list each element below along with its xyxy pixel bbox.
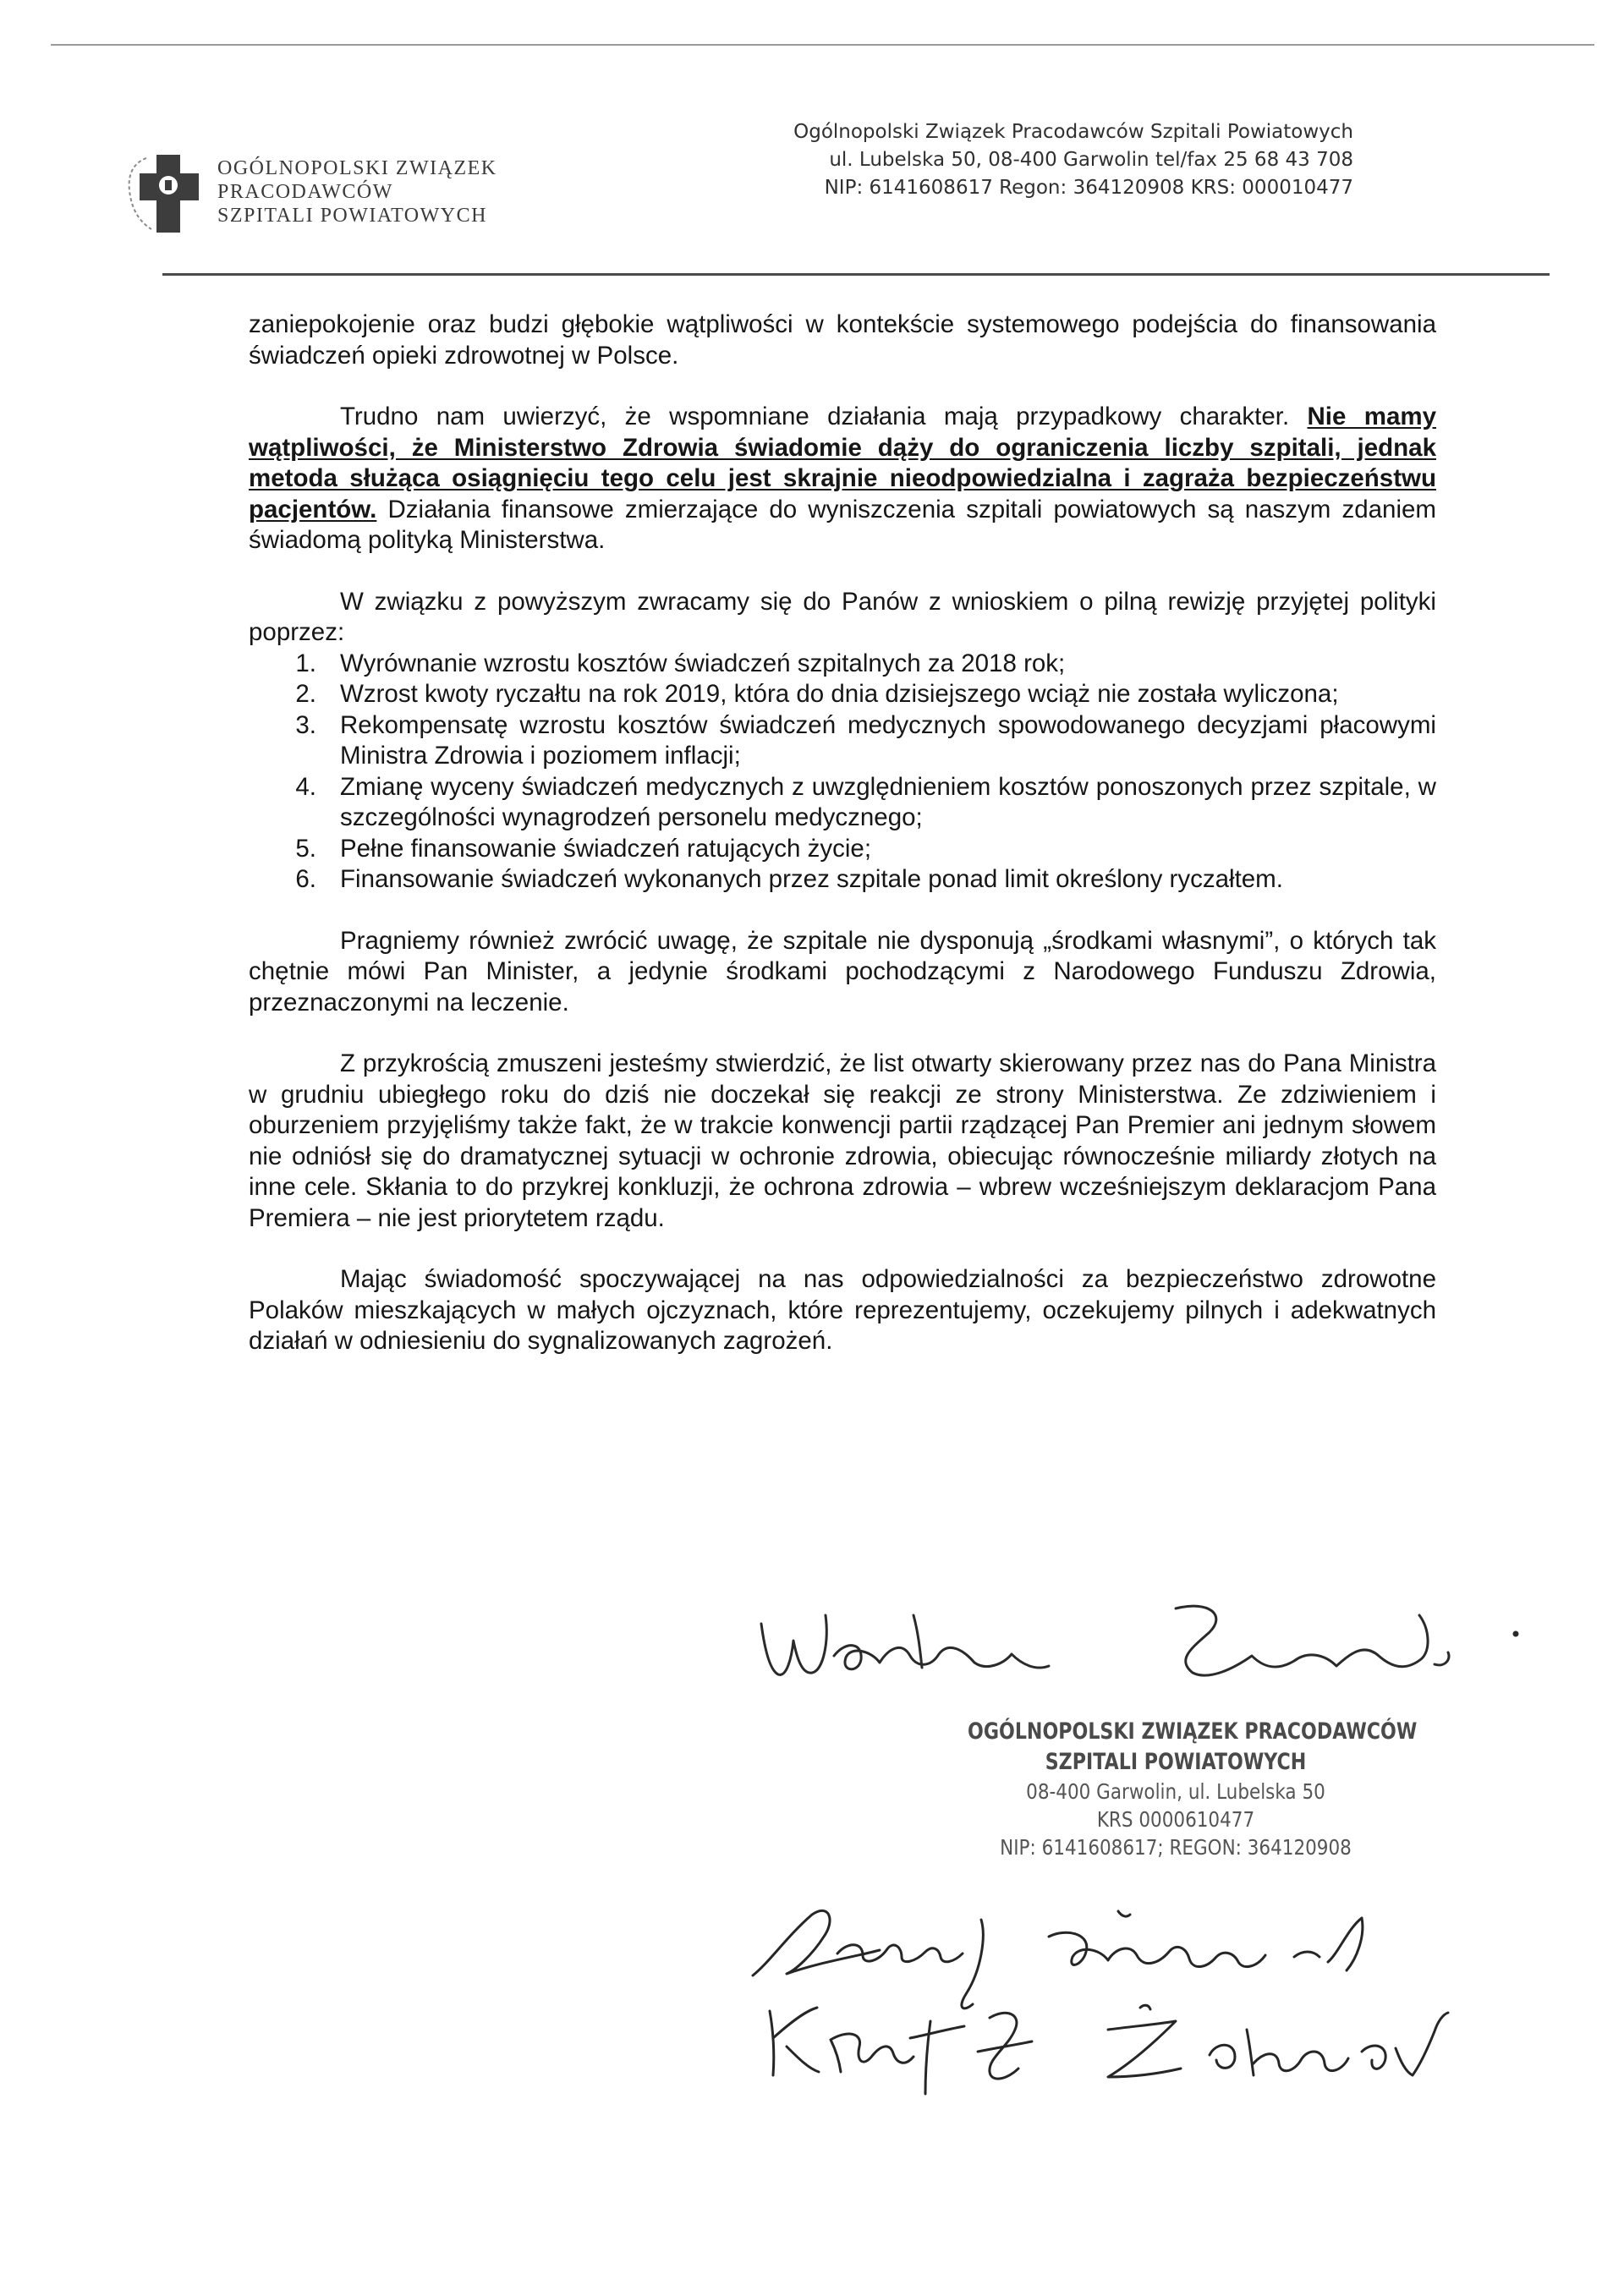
stamp-line-4: KRS 0000610477 [1096,1807,1255,1832]
paragraph-5: Z przykrością zmuszeni jesteśmy stwierdzić, że list otwarty skierowany przez nas do Pana Ministra w grudniu ubiegłego roku do dziś nie doczekał się reakcji ze strony Ministerstwa. Ze zdziwieniem i oburzeniem przyjęliśmy także fakt, że w trakcie konwencji partii rządzącej Pan Premier ani jednym słowem nie odniósł się do dramatycznej sytuacji w ochronie zdrowia, obiecując równocześnie miliardy złotych na inne cele. Skłania to do przykrej konkluzji, że ochrona zdrowia – wbrew wcześniejszym deklaracjom Pana Premiera – nie jest priorytetem rządu. [249,1049,1436,1232]
list-item [249,710,1436,772]
list-item-number: 6. [295,865,316,893]
org-contact-block [744,118,1353,202]
org-registry-numbers: NIP: 6141608617 Regon: 364120908 KRS: 000010477 [824,177,1353,199]
paragraph-2 [249,402,1436,556]
list-item [249,834,1436,865]
list-item-text: Zmianę wyceny świadczeń medycznych z uwzględnieniem kosztów ponoszonych przez szpitale, w szczególności wynagrodzeń personelu medycznego; [340,772,1436,831]
list-item-text: Pełne finansowanie świadczeń ratujących życie; [340,834,872,863]
paragraph-3: W związku z powyższym zwracamy się do Panów z wnioskiem o pilną rewizję przyjętej polityki poprzez: [249,587,1436,646]
letter-body [249,310,1436,1388]
paragraph-6: Mając świadomość spoczywającej na nas odpowiedzialności za bezpieczeństwo zdrowotne Polaków mieszkających w małych ojczyznach, które reprezentujemy, oczekujemy pilnych i adekwatnych działań w odniesieniu do sygnalizowanych zagrożeń. [249,1265,1436,1355]
list-item [249,864,1436,896]
handwritten-signatures-2-3 [736,1903,1463,2097]
stamp-line-2: SZPITALI POWIATOWYCH [1045,1749,1307,1775]
cross-logo-icon [121,148,206,241]
list-item-text: Finansowanie świadczeń wykonanych przez szpitale ponad limit określony ryczałtem. [340,865,1283,893]
paragraph-4: Pragniemy również zwrócić uwagę, że szpitale nie dysponują „środkami własnymi”, o których tak chętnie mówi Pan Minister, a jedynie środkami pochodzącymi z Narodowego Funduszu Zdrowia, przeznaczonymi na leczenie. [249,926,1436,1016]
stamp-line-1: OGÓLNOPOLSKI ZWIĄZEK PRACODAWCÓW [968,1718,1418,1745]
stamp-line-3: 08-400 Garwolin, ul. Lubelska 50 [1026,1779,1325,1804]
paragraph-2-emphasis: Nie mamy wątpliwości, że Ministerstwo Zdrowia świadomie dąży do ograniczenia liczby szpitali, jednak metoda służąca osiągnięciu tego celu jest skrajnie nieodpowiedzialna i zagraża bezpieczeństwu pacjentów. [249,403,1436,523]
list-item-text: Wyrównanie wzrostu kosztów świadczeń szpitalnych za 2018 rok; [340,649,1066,677]
stamp-line-5: NIP: 6141608617; REGON: 364120908 [1000,1835,1352,1860]
org-name-line-3: SZPITALI POWIATOWYCH [217,205,487,227]
list-item-number: 4. [295,772,316,801]
header-divider [162,273,1550,276]
org-address: ul. Lubelska 50, 08-400 Garwolin tel/fax 25 68 43 708 [829,149,1353,171]
handwritten-signature-1 [753,1590,1531,1708]
org-name-block [217,156,522,227]
top-divider [51,44,1594,46]
org-name-line-1: OGÓLNOPOLSKI ZWIĄZEK [217,157,497,179]
list-item-text: Rekompensatę wzrostu kosztów świadczeń medycznych spowodowanego decyzjami płacowymi Ministra Zdrowia i poziomem inflacji; [340,710,1436,770]
paragraph-2-end: Działania finansowe zmierzające do wyniszczenia szpitali powiatowych są naszym zdaniem świadomą polityką Ministerstwa. [249,495,1436,554]
demands-list [249,649,1436,896]
list-item [249,649,1436,680]
list-item [249,772,1436,834]
list-item-text: Wzrost kwoty ryczałtu na rok 2019, która do dnia dzisiejszego wciąż nie została wyliczona; [340,680,1339,708]
organization-stamp [922,1717,1429,1861]
list-item-number: 5. [295,834,316,863]
org-name-line-2: PRACODAWCÓW [217,181,393,203]
paragraph-1: zaniepokojenie oraz budzi głębokie wątpliwości w kontekście systemowego podejścia do finansowania świadczeń opieki zdrowotnej w Polsce. [249,310,1436,370]
org-full-name: Ogólnopolski Związek Pracodawców Szpitali Powiatowych [793,121,1353,143]
list-item-number: 1. [295,649,316,677]
paragraph-2-start: Trudno nam uwierzyć, że wspomniane działania mają przypadkowy charakter. [340,403,1290,430]
list-item [249,679,1436,710]
list-item-number: 3. [295,710,316,739]
list-item-number: 2. [295,680,316,708]
